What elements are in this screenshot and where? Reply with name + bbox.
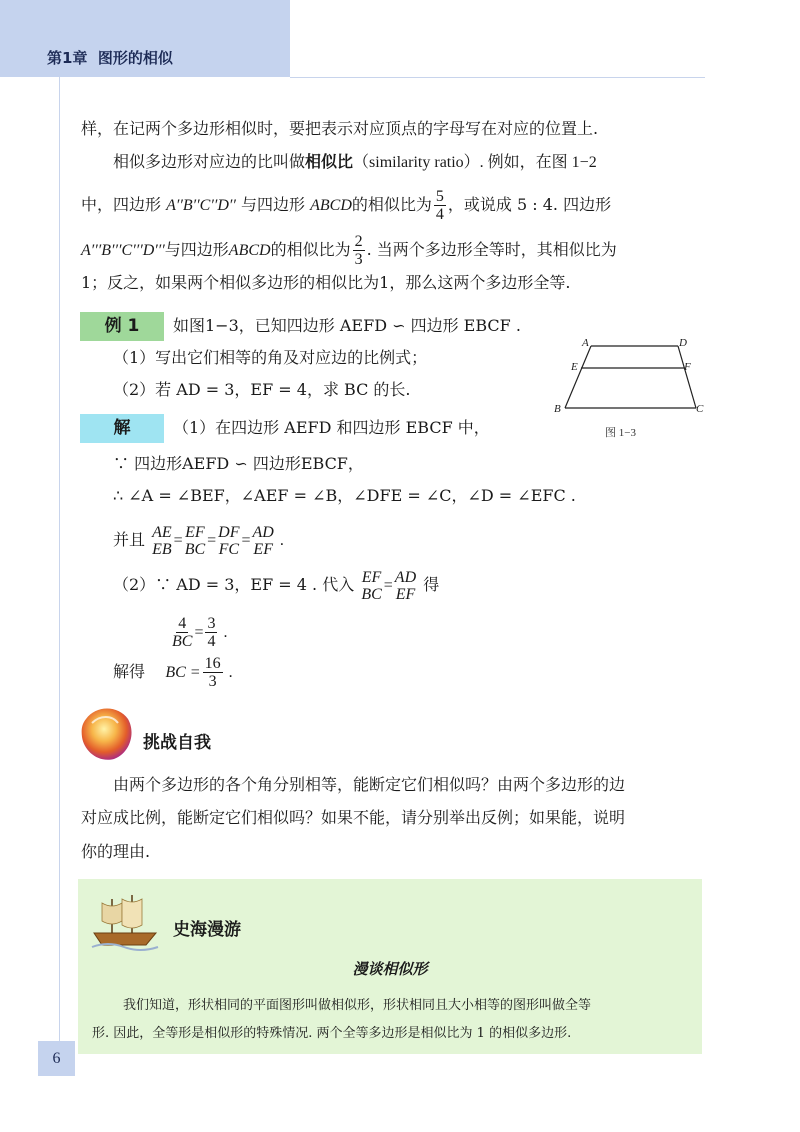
- solution-part-1: （1）在四边形 AEFD 和四边形 EBCF 中，: [173, 418, 490, 437]
- quad-abcd: ABCD: [310, 197, 352, 214]
- chapter-number: 第1章: [47, 49, 88, 67]
- fraction-denominator: FC: [218, 540, 240, 558]
- fraction-denominator: EB: [152, 540, 172, 558]
- solution-line-result: 解得 BC = $\frac{16}{3}$ .: [113, 655, 233, 690]
- vertex-label-c: C: [696, 403, 704, 415]
- fraction-numerator: AD: [252, 523, 274, 541]
- fraction-ef-bc: [185, 524, 205, 558]
- example-part-1: （1）写出它们相等的角及对应边的比例式；: [113, 348, 428, 367]
- vertex-label-a: A: [582, 337, 589, 349]
- body-line-2-text: 相似多边形对应边的比叫做: [113, 152, 306, 171]
- quad-a3b3c3d3: A′′′B′′′C′′′D′′′: [81, 242, 165, 259]
- body-line-3-c: 与四边形: [240, 195, 305, 214]
- body-line-4-d: 的相似比为: [270, 240, 351, 259]
- fraction-numerator: EF: [361, 568, 382, 586]
- solution-line-equation: $\frac{4}{BC}$ = $\frac{3}{4}$ .: [172, 615, 228, 650]
- challenge-line-3: 你的理由.: [81, 842, 151, 861]
- fraction-denominator: 3: [354, 251, 363, 268]
- vertex-label-f: F: [684, 361, 691, 373]
- page-number: 6: [38, 1041, 75, 1076]
- body-line-3-a: 中，四边形: [81, 195, 162, 214]
- history-title: 史海漫游: [173, 920, 241, 940]
- fraction-denominator: BC: [184, 540, 206, 558]
- solution-line-angles: ∴ ∠A = ∠BEF，∠AEF = ∠B，∠DFE = ∠C，∠D = ∠EFC .: [113, 486, 576, 505]
- figure-trapezoid: [545, 332, 715, 442]
- body-line-5: 1；反之，如果两个相似多边形的相似比为1，那么这两个多边形全等.: [81, 273, 571, 292]
- fraction-numerator: 5: [435, 188, 444, 205]
- body-line-3: [81, 188, 611, 223]
- fraction-ef-bc-2: [361, 569, 381, 603]
- solution-substitute-lead: （2）∵ AD = 3，EF = 4 . 代入: [113, 575, 355, 594]
- body-line-4: [81, 233, 617, 268]
- margin-rule-vertical: [59, 77, 60, 1067]
- segment-ab: [565, 346, 591, 408]
- solution-line-ratios: 并且 AE EB = EF BC = DF FC = AD EF .: [113, 523, 284, 558]
- fraction-df-fc: [218, 524, 239, 558]
- quad-abcd-2: ABCD: [228, 242, 271, 259]
- fraction-numerator: 4: [178, 615, 187, 632]
- header-rule-horizontal: [290, 77, 705, 78]
- vertex-label-b: B: [554, 403, 561, 415]
- segment-dc: [678, 346, 696, 408]
- fraction-ad-ef: [253, 524, 274, 558]
- challenge-line-2: 对应成比例，能断定它们相似吗？如果不能，请分别举出反例；如果能，说明: [81, 808, 626, 827]
- solution-tag: 解: [80, 414, 164, 443]
- chapter-title: 图形的相似: [97, 49, 173, 67]
- fraction-numerator: AE: [152, 523, 172, 541]
- fraction-denominator: 3: [208, 673, 217, 690]
- fraction-5-4: [434, 188, 446, 223]
- fraction-numerator: 3: [207, 615, 216, 632]
- solution-substitute-tail: 得: [423, 575, 440, 594]
- example-tag: 例 1: [80, 312, 164, 341]
- solution-line-since: ∵ 四边形AEFD ∽ 四边形EBCF，: [113, 454, 364, 473]
- fraction-3-4: [205, 615, 217, 650]
- body-line-1: 样，在记两个多边形相似时，要把表示对应顶点的字母写在对应的位置上.: [81, 119, 599, 138]
- fraction-denominator: 4: [207, 633, 216, 650]
- body-line-2-tail: （similarity ratio）. 例如，在图 1−2: [353, 154, 597, 171]
- fraction-numerator: 16: [204, 655, 221, 672]
- fraction-denominator: 4: [435, 206, 444, 223]
- fraction-numerator: DF: [218, 523, 240, 541]
- body-line-2: [113, 150, 597, 175]
- history-line-2: 形. 因此，全等形是相似形的特殊情况. 两个全等多边形是相似比为 1 的相似多边形.: [92, 1026, 572, 1041]
- body-line-4-b: 与四边形: [164, 240, 229, 259]
- vertex-label-e: E: [571, 361, 578, 373]
- quad-a2b2c2d2: A′′B′′C′′D′′: [166, 197, 236, 214]
- challenge-gem-icon: [78, 703, 136, 763]
- fraction-ae-eb: [152, 524, 172, 558]
- history-subtitle: 漫谈相似形: [352, 960, 428, 978]
- example-part-2: （2）若 AD = 3，EF = 4，求 BC 的长.: [113, 380, 411, 399]
- fraction-4-bc: [172, 615, 192, 650]
- fraction-numerator: 2: [354, 233, 363, 250]
- example-question: 如图1−3，已知四边形 AEFD ∽ 四边形 EBCF .: [173, 316, 521, 335]
- fraction-16-3: [203, 655, 223, 690]
- fraction-numerator: AD: [394, 568, 417, 586]
- vertex-label-d: D: [679, 337, 687, 349]
- solution-line-substitute: （2）∵ AD = 3，EF = 4 . 代入 EF BC = AD EF 得: [113, 568, 440, 603]
- solution-result-lead: 解得: [113, 662, 146, 681]
- solution-ratio-lead: 并且: [113, 530, 146, 549]
- term-similarity-ratio: 相似比: [305, 152, 354, 171]
- body-line-3-g: ，或说成 5 : 4. 四边形: [447, 195, 612, 214]
- fraction-ad-ef-2: [395, 569, 416, 603]
- body-line-4-f: . 当两个多边形全等时，其相似比为: [366, 240, 617, 259]
- sailing-ship-icon: [88, 891, 162, 953]
- fraction-denominator: BC: [361, 585, 382, 603]
- fraction-denominator: BC: [172, 633, 193, 650]
- solution-result-var: BC =: [165, 664, 201, 681]
- fraction-numerator: EF: [185, 523, 205, 541]
- figure-caption: 图 1−3: [605, 427, 636, 439]
- fraction-denominator: EF: [395, 585, 416, 603]
- chapter-header-title: [47, 47, 173, 68]
- history-line-1: 我们知道，形状相同的平面图形叫做相似形，形状相同且大小相等的图形叫做全等: [123, 998, 592, 1013]
- fraction-denominator: EF: [253, 540, 273, 558]
- fraction-2-3: [353, 233, 365, 268]
- body-line-3-e: 的相似比为: [351, 195, 432, 214]
- history-box: [78, 879, 702, 1054]
- challenge-title: 挑战自我: [143, 733, 211, 753]
- challenge-line-1: 由两个多边形的各个角分别相等，能断定它们相似吗？由两个多边形的边: [113, 775, 626, 794]
